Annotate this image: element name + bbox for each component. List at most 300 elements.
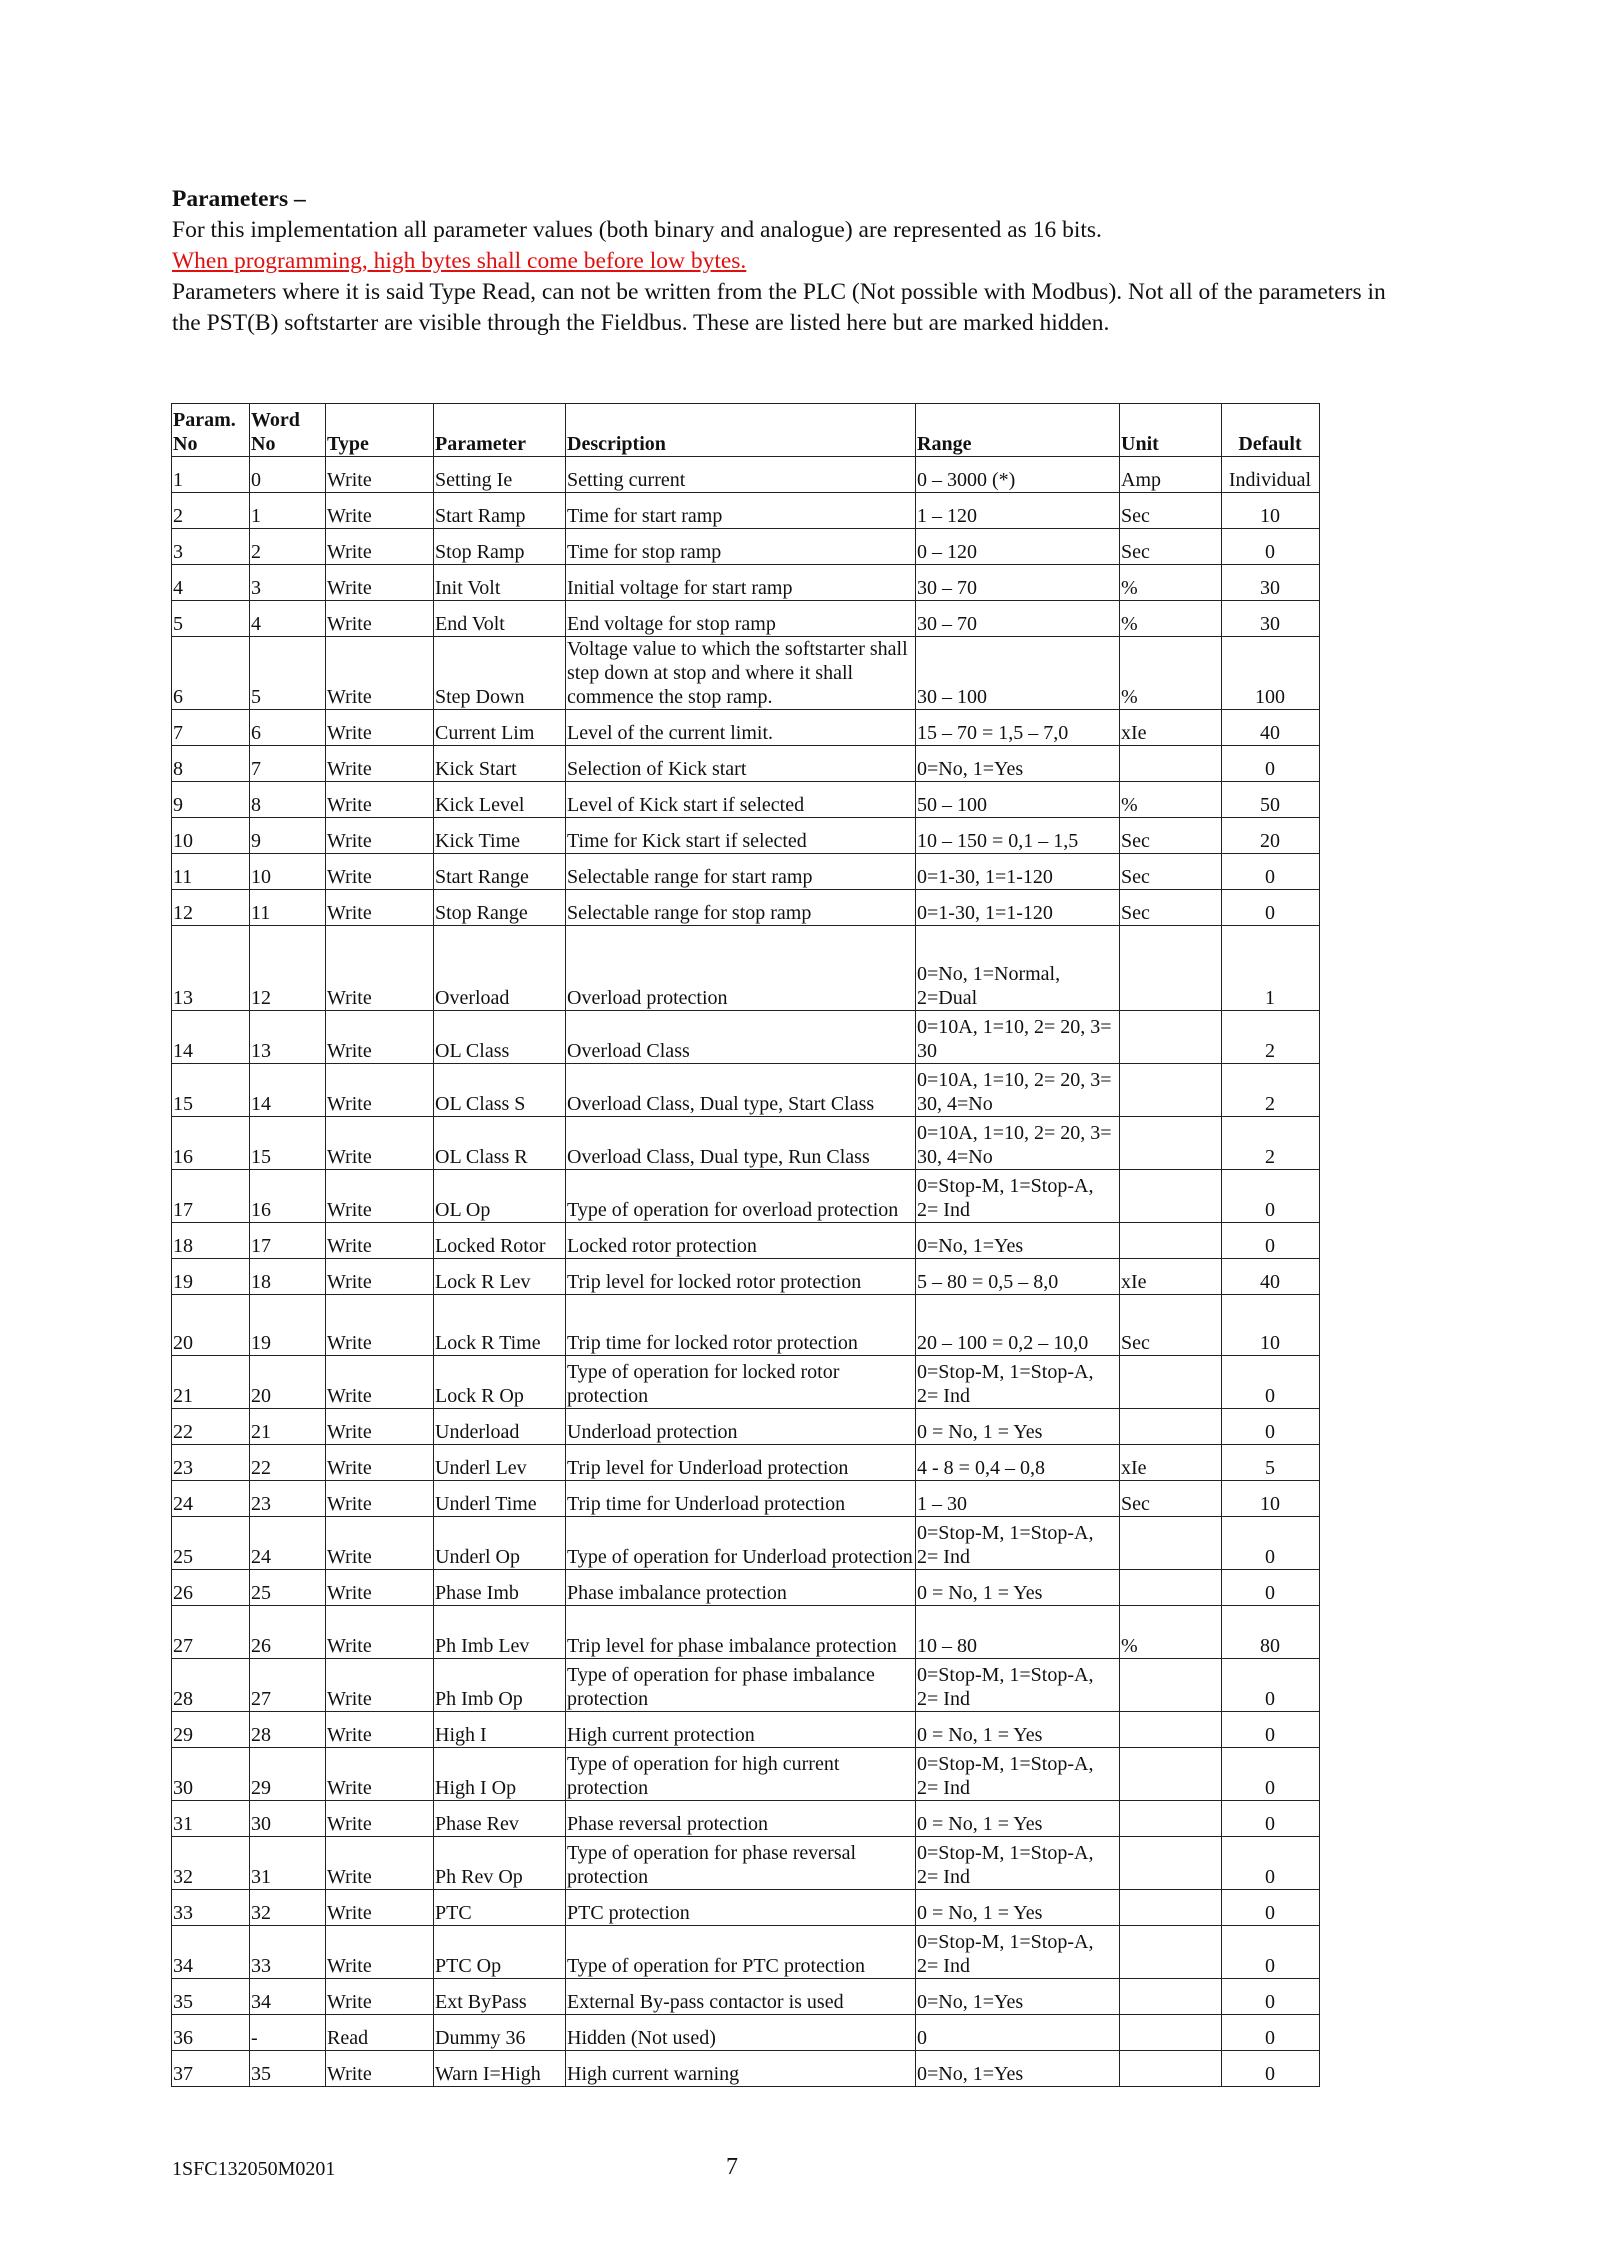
table-row (172, 1223, 1320, 1259)
cell-range: 20 – 100 = 0,2 – 10,0 (916, 1295, 1120, 1356)
cell-range: 1 – 30 (916, 1481, 1120, 1517)
cell-description: Selectable range for start ramp (566, 854, 916, 890)
cell-type: Write (326, 1295, 434, 1356)
cell-unit: Sec (1120, 1481, 1222, 1517)
table-row (172, 601, 1320, 637)
intro-line-read-types: Parameters where it is said Type Read, can not be written from the PLC (Not possible with Modbus). Not all of the parameters in the PST(B) softstarter are visible through the Fieldbus. These are listed here but are marked hidden. (172, 279, 1386, 336)
cell-description: Type of operation for overload protection (566, 1170, 916, 1223)
cell-range: 5 – 80 = 0,5 – 8,0 (916, 1259, 1120, 1295)
cell-param-no: 28 (172, 1659, 250, 1712)
cell-word-no: 8 (250, 782, 326, 818)
table-row (172, 710, 1320, 746)
cell-param-no: 22 (172, 1409, 250, 1445)
cell-description: External By-pass contactor is used (566, 1979, 916, 2015)
cell-type: Write (326, 1064, 434, 1117)
page-number: 7 (726, 2154, 738, 2180)
cell-word-no: 6 (250, 710, 326, 746)
cell-word-no: 13 (250, 1011, 326, 1064)
byte-order-warning: When programming, high bytes shall come before low bytes. (172, 248, 747, 274)
cell-description: Underload protection (566, 1409, 916, 1445)
cell-default: 10 (1222, 493, 1320, 529)
cell-parameter: Underl Lev (434, 1445, 566, 1481)
table-row (172, 1570, 1320, 1606)
table-row (172, 637, 1320, 710)
cell-param-no: 27 (172, 1606, 250, 1659)
cell-parameter: Step Down (434, 637, 566, 710)
cell-range: 0 – 3000 (*) (916, 457, 1120, 493)
cell-default: 0 (1222, 529, 1320, 565)
cell-range: 0 = No, 1 = Yes (916, 1409, 1120, 1445)
cell-param-no: 6 (172, 637, 250, 710)
cell-param-no: 10 (172, 818, 250, 854)
cell-param-no: 2 (172, 493, 250, 529)
cell-type: Write (326, 529, 434, 565)
cell-default: 10 (1222, 1295, 1320, 1356)
cell-param-no: 7 (172, 710, 250, 746)
cell-type: Write (326, 1223, 434, 1259)
cell-word-no: 18 (250, 1259, 326, 1295)
table-row (172, 1890, 1320, 1926)
cell-default: 50 (1222, 782, 1320, 818)
cell-parameter: Ph Rev Op (434, 1837, 566, 1890)
cell-range: 0=Stop-M, 1=Stop-A, 2= Ind (916, 1748, 1120, 1801)
cell-param-no: 11 (172, 854, 250, 890)
cell-description: Initial voltage for start ramp (566, 565, 916, 601)
cell-type: Write (326, 601, 434, 637)
cell-param-no: 16 (172, 1117, 250, 1170)
cell-description: Trip time for Underload protection (566, 1481, 916, 1517)
cell-default: 0 (1222, 854, 1320, 890)
table-row (172, 2051, 1320, 2087)
cell-unit: % (1120, 637, 1222, 710)
cell-default: 0 (1222, 1801, 1320, 1837)
cell-description: Selection of Kick start (566, 746, 916, 782)
cell-description: Type of operation for phase reversal protection (566, 1837, 916, 1890)
cell-type: Write (326, 1659, 434, 1712)
cell-range: 0=1-30, 1=1-120 (916, 854, 1120, 890)
cell-default: 2 (1222, 1117, 1320, 1170)
cell-parameter: Init Volt (434, 565, 566, 601)
cell-param-no: 14 (172, 1011, 250, 1064)
table-row (172, 1659, 1320, 1712)
cell-description: High current protection (566, 1712, 916, 1748)
cell-param-no: 1 (172, 457, 250, 493)
cell-param-no: 21 (172, 1356, 250, 1409)
cell-unit: Sec (1120, 818, 1222, 854)
cell-default: 40 (1222, 1259, 1320, 1295)
table-row (172, 1170, 1320, 1223)
intro-section (172, 184, 1412, 339)
cell-param-no: 37 (172, 2051, 250, 2087)
cell-description: PTC protection (566, 1890, 916, 1926)
cell-description: Setting current (566, 457, 916, 493)
cell-range: 0=Stop-M, 1=Stop-A, 2= Ind (916, 1659, 1120, 1712)
cell-range: 0 (916, 2015, 1120, 2051)
cell-type: Write (326, 1117, 434, 1170)
cell-unit (1120, 1890, 1222, 1926)
cell-param-no: 20 (172, 1295, 250, 1356)
cell-type: Write (326, 818, 434, 854)
cell-description: Trip time for locked rotor protection (566, 1295, 916, 1356)
cell-word-no: 22 (250, 1445, 326, 1481)
cell-type: Write (326, 1748, 434, 1801)
cell-description: Voltage value to which the softstarter shall step down at stop and where it shall commence the stop ramp. (566, 637, 916, 710)
cell-type: Write (326, 1837, 434, 1890)
table-row (172, 529, 1320, 565)
table-row (172, 1117, 1320, 1170)
cell-range: 0=Stop-M, 1=Stop-A, 2= Ind (916, 1926, 1120, 1979)
cell-default: 0 (1222, 1748, 1320, 1801)
cell-unit (1120, 1837, 1222, 1890)
cell-unit (1120, 2015, 1222, 2051)
cell-unit: % (1120, 1606, 1222, 1659)
cell-range: 50 – 100 (916, 782, 1120, 818)
header-parameter: Parameter (434, 404, 566, 457)
table-row (172, 890, 1320, 926)
cell-unit (1120, 746, 1222, 782)
cell-parameter: OL Class (434, 1011, 566, 1064)
table-row (172, 1445, 1320, 1481)
cell-unit: Sec (1120, 1295, 1222, 1356)
cell-default: 0 (1222, 1409, 1320, 1445)
cell-range: 0=No, 1=Normal, 2=Dual (916, 926, 1120, 1011)
cell-unit: xIe (1120, 1445, 1222, 1481)
cell-unit (1120, 1979, 1222, 2015)
cell-default: 2 (1222, 1011, 1320, 1064)
cell-unit (1120, 2051, 1222, 2087)
cell-default: 100 (1222, 637, 1320, 710)
cell-param-no: 17 (172, 1170, 250, 1223)
table-row (172, 782, 1320, 818)
cell-param-no: 15 (172, 1064, 250, 1117)
cell-parameter: Underl Op (434, 1517, 566, 1570)
cell-default: 0 (1222, 1356, 1320, 1409)
cell-word-no: 1 (250, 493, 326, 529)
cell-parameter: High I (434, 1712, 566, 1748)
cell-description: Time for stop ramp (566, 529, 916, 565)
cell-word-no: 0 (250, 457, 326, 493)
cell-default: 10 (1222, 1481, 1320, 1517)
cell-range: 0 = No, 1 = Yes (916, 1801, 1120, 1837)
cell-description: Overload Class (566, 1011, 916, 1064)
cell-type: Write (326, 710, 434, 746)
cell-parameter: Kick Time (434, 818, 566, 854)
cell-unit: Sec (1120, 493, 1222, 529)
cell-word-no: 26 (250, 1606, 326, 1659)
cell-type: Write (326, 1356, 434, 1409)
cell-word-no: 33 (250, 1926, 326, 1979)
table-row (172, 1295, 1320, 1356)
cell-param-no: 8 (172, 746, 250, 782)
cell-parameter: Warn I=High (434, 2051, 566, 2087)
cell-param-no: 5 (172, 601, 250, 637)
cell-description: Type of operation for phase imbalance protection (566, 1659, 916, 1712)
cell-parameter: OL Op (434, 1170, 566, 1223)
cell-type: Write (326, 1011, 434, 1064)
cell-default: 0 (1222, 1979, 1320, 2015)
cell-unit: % (1120, 782, 1222, 818)
cell-description: Type of operation for Underload protection (566, 1517, 916, 1570)
table-row (172, 854, 1320, 890)
cell-unit (1120, 1223, 1222, 1259)
cell-type: Write (326, 457, 434, 493)
cell-range: 0=Stop-M, 1=Stop-A, 2= Ind (916, 1356, 1120, 1409)
cell-param-no: 13 (172, 926, 250, 1011)
cell-word-no: - (250, 2015, 326, 2051)
cell-unit: xIe (1120, 710, 1222, 746)
cell-parameter: Phase Rev (434, 1801, 566, 1837)
cell-type: Write (326, 1712, 434, 1748)
cell-unit (1120, 1117, 1222, 1170)
cell-parameter: OL Class R (434, 1117, 566, 1170)
table-row (172, 926, 1320, 1011)
cell-parameter: Lock R Op (434, 1356, 566, 1409)
cell-description: Level of Kick start if selected (566, 782, 916, 818)
header-description: Description (566, 404, 916, 457)
cell-word-no: 23 (250, 1481, 326, 1517)
cell-parameter: Ph Imb Op (434, 1659, 566, 1712)
cell-description: Time for start ramp (566, 493, 916, 529)
cell-default: 1 (1222, 926, 1320, 1011)
cell-default: Individual (1222, 457, 1320, 493)
table-row (172, 1409, 1320, 1445)
cell-param-no: 31 (172, 1801, 250, 1837)
cell-default: 0 (1222, 1570, 1320, 1606)
cell-range: 30 – 70 (916, 565, 1120, 601)
cell-description: Selectable range for stop ramp (566, 890, 916, 926)
cell-description: Type of operation for high current protection (566, 1748, 916, 1801)
cell-range: 0=Stop-M, 1=Stop-A, 2= Ind (916, 1170, 1120, 1223)
header-default: Default (1222, 404, 1320, 457)
cell-parameter: Current Lim (434, 710, 566, 746)
cell-description: Overload Class, Dual type, Start Class (566, 1064, 916, 1117)
cell-type: Write (326, 1890, 434, 1926)
parameters-table (171, 403, 1320, 2087)
cell-parameter: Locked Rotor (434, 1223, 566, 1259)
cell-parameter: PTC Op (434, 1926, 566, 1979)
cell-word-no: 10 (250, 854, 326, 890)
cell-unit: Sec (1120, 529, 1222, 565)
cell-type: Read (326, 2015, 434, 2051)
cell-default: 40 (1222, 710, 1320, 746)
cell-description: Hidden (Not used) (566, 2015, 916, 2051)
cell-default: 0 (1222, 1837, 1320, 1890)
cell-parameter: Start Range (434, 854, 566, 890)
cell-word-no: 29 (250, 1748, 326, 1801)
cell-unit (1120, 1748, 1222, 1801)
cell-range: 0=Stop-M, 1=Stop-A, 2= Ind (916, 1517, 1120, 1570)
cell-description: Type of operation for PTC protection (566, 1926, 916, 1979)
cell-unit (1120, 1570, 1222, 1606)
cell-default: 2 (1222, 1064, 1320, 1117)
cell-parameter: Kick Start (434, 746, 566, 782)
cell-type: Write (326, 1170, 434, 1223)
table-row (172, 818, 1320, 854)
cell-type: Write (326, 493, 434, 529)
cell-param-no: 19 (172, 1259, 250, 1295)
cell-parameter: Underload (434, 1409, 566, 1445)
cell-unit (1120, 1659, 1222, 1712)
cell-description: High current warning (566, 2051, 916, 2087)
cell-range: 0=10A, 1=10, 2= 20, 3= 30, 4=No (916, 1117, 1120, 1170)
cell-default: 0 (1222, 2051, 1320, 2087)
cell-param-no: 36 (172, 2015, 250, 2051)
cell-param-no: 32 (172, 1837, 250, 1890)
cell-default: 0 (1222, 1712, 1320, 1748)
cell-word-no: 34 (250, 1979, 326, 2015)
cell-param-no: 35 (172, 1979, 250, 2015)
cell-type: Write (326, 890, 434, 926)
cell-unit: % (1120, 601, 1222, 637)
cell-unit: Sec (1120, 890, 1222, 926)
cell-param-no: 3 (172, 529, 250, 565)
cell-range: 10 – 150 = 0,1 – 1,5 (916, 818, 1120, 854)
cell-range: 0=1-30, 1=1-120 (916, 890, 1120, 926)
cell-unit (1120, 1801, 1222, 1837)
cell-default: 80 (1222, 1606, 1320, 1659)
cell-range: 0=No, 1=Yes (916, 1223, 1120, 1259)
section-heading: Parameters – (172, 186, 306, 212)
cell-type: Write (326, 854, 434, 890)
cell-type: Write (326, 1926, 434, 1979)
cell-description: Trip level for phase imbalance protection (566, 1606, 916, 1659)
cell-default: 0 (1222, 890, 1320, 926)
cell-parameter: End Volt (434, 601, 566, 637)
cell-param-no: 18 (172, 1223, 250, 1259)
cell-word-no: 25 (250, 1570, 326, 1606)
cell-description: Type of operation for locked rotor protection (566, 1356, 916, 1409)
cell-description: Trip level for locked rotor protection (566, 1259, 916, 1295)
cell-param-no: 12 (172, 890, 250, 926)
cell-range: 0=No, 1=Yes (916, 1979, 1120, 2015)
cell-parameter: Start Ramp (434, 493, 566, 529)
cell-unit (1120, 1926, 1222, 1979)
cell-description: Level of the current limit. (566, 710, 916, 746)
cell-unit (1120, 1064, 1222, 1117)
cell-param-no: 24 (172, 1481, 250, 1517)
cell-type: Write (326, 1979, 434, 2015)
table-row (172, 1926, 1320, 1979)
cell-parameter: OL Class S (434, 1064, 566, 1117)
cell-type: Write (326, 2051, 434, 2087)
cell-parameter: Phase Imb (434, 1570, 566, 1606)
table-row (172, 1712, 1320, 1748)
cell-word-no: 21 (250, 1409, 326, 1445)
cell-type: Write (326, 1481, 434, 1517)
cell-type: Write (326, 1259, 434, 1295)
cell-type: Write (326, 1570, 434, 1606)
cell-parameter: Lock R Lev (434, 1259, 566, 1295)
table-row (172, 1837, 1320, 1890)
cell-parameter: Stop Ramp (434, 529, 566, 565)
cell-parameter: Overload (434, 926, 566, 1011)
cell-word-no: 35 (250, 2051, 326, 2087)
cell-range: 30 – 70 (916, 601, 1120, 637)
cell-default: 0 (1222, 1517, 1320, 1570)
cell-unit: xIe (1120, 1259, 1222, 1295)
cell-description: Phase imbalance protection (566, 1570, 916, 1606)
cell-range: 0=No, 1=Yes (916, 746, 1120, 782)
table-row (172, 1356, 1320, 1409)
cell-range: 0 = No, 1 = Yes (916, 1570, 1120, 1606)
cell-unit: Amp (1120, 457, 1222, 493)
cell-type: Write (326, 565, 434, 601)
cell-word-no: 19 (250, 1295, 326, 1356)
cell-range: 1 – 120 (916, 493, 1120, 529)
table-row (172, 746, 1320, 782)
cell-range: 15 – 70 = 1,5 – 7,0 (916, 710, 1120, 746)
cell-description: Locked rotor protection (566, 1223, 916, 1259)
cell-description: Overload protection (566, 926, 916, 1011)
cell-param-no: 30 (172, 1748, 250, 1801)
cell-range: 0=No, 1=Yes (916, 2051, 1120, 2087)
cell-word-no: 5 (250, 637, 326, 710)
cell-parameter: Lock R Time (434, 1295, 566, 1356)
cell-description: Time for Kick start if selected (566, 818, 916, 854)
table-row (172, 2015, 1320, 2051)
cell-word-no: 24 (250, 1517, 326, 1570)
cell-range: 0 = No, 1 = Yes (916, 1890, 1120, 1926)
cell-unit: % (1120, 565, 1222, 601)
cell-unit (1120, 1409, 1222, 1445)
table-row (172, 565, 1320, 601)
table-body (172, 457, 1320, 2087)
cell-unit (1120, 1170, 1222, 1223)
cell-range: 0 – 120 (916, 529, 1120, 565)
cell-default: 30 (1222, 601, 1320, 637)
cell-range: 0=10A, 1=10, 2= 20, 3= 30 (916, 1011, 1120, 1064)
cell-word-no: 7 (250, 746, 326, 782)
cell-word-no: 15 (250, 1117, 326, 1170)
cell-range: 0 = No, 1 = Yes (916, 1712, 1120, 1748)
cell-word-no: 3 (250, 565, 326, 601)
cell-word-no: 17 (250, 1223, 326, 1259)
cell-param-no: 25 (172, 1517, 250, 1570)
cell-param-no: 29 (172, 1712, 250, 1748)
cell-parameter: PTC (434, 1890, 566, 1926)
cell-default: 0 (1222, 746, 1320, 782)
cell-parameter: Dummy 36 (434, 2015, 566, 2051)
cell-word-no: 4 (250, 601, 326, 637)
cell-type: Write (326, 1445, 434, 1481)
cell-default: 0 (1222, 1170, 1320, 1223)
cell-default: 0 (1222, 1223, 1320, 1259)
cell-word-no: 16 (250, 1170, 326, 1223)
cell-param-no: 9 (172, 782, 250, 818)
table-row (172, 457, 1320, 493)
table-row (172, 1979, 1320, 2015)
header-type: Type (326, 404, 434, 457)
cell-parameter: Stop Range (434, 890, 566, 926)
cell-description: Overload Class, Dual type, Run Class (566, 1117, 916, 1170)
table-row (172, 1801, 1320, 1837)
cell-default: 5 (1222, 1445, 1320, 1481)
header-word-no: Word No (250, 404, 326, 457)
cell-unit (1120, 1011, 1222, 1064)
cell-description: End voltage for stop ramp (566, 601, 916, 637)
cell-range: 10 – 80 (916, 1606, 1120, 1659)
cell-default: 30 (1222, 565, 1320, 601)
cell-type: Write (326, 1409, 434, 1445)
cell-default: 0 (1222, 1659, 1320, 1712)
cell-range: 30 – 100 (916, 637, 1120, 710)
cell-param-no: 34 (172, 1926, 250, 1979)
cell-unit: Sec (1120, 854, 1222, 890)
table-row (172, 1517, 1320, 1570)
table-row (172, 1011, 1320, 1064)
table-row (172, 1748, 1320, 1801)
cell-word-no: 28 (250, 1712, 326, 1748)
